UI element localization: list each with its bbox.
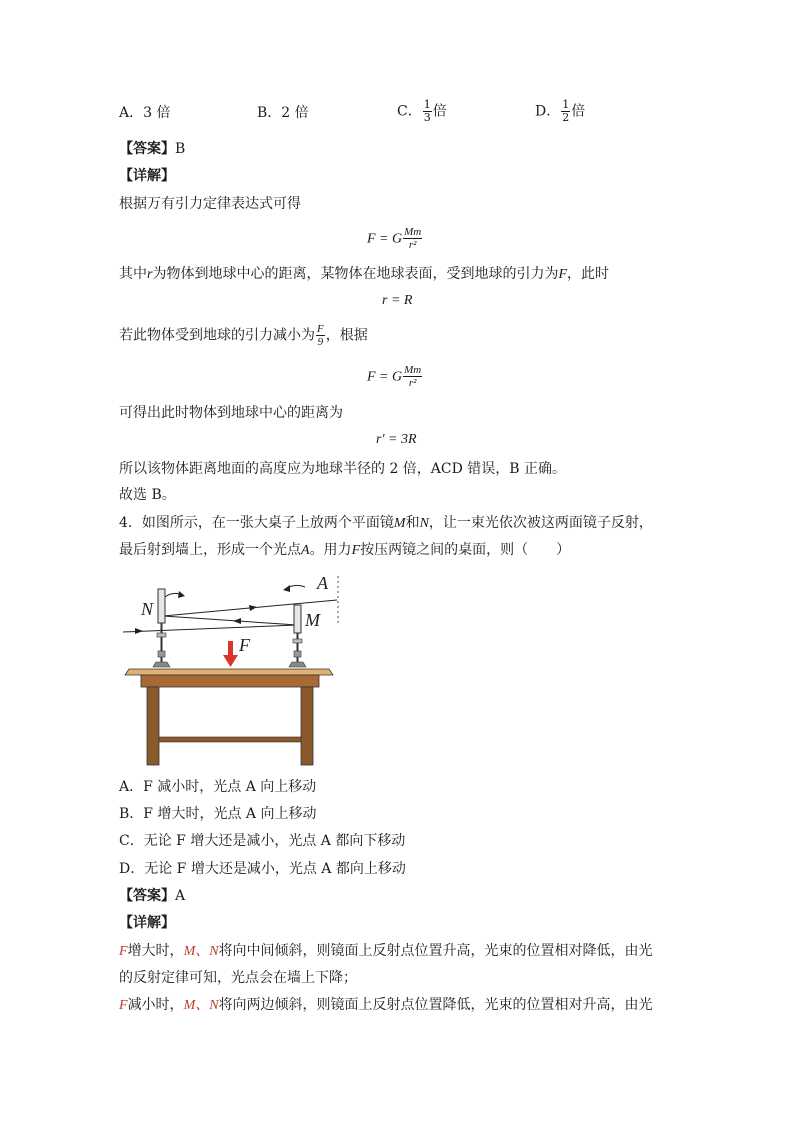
option-c-suffix: 倍 <box>432 103 447 120</box>
option-b: B．2 倍 <box>257 105 309 121</box>
q4-stem1-var-N: N <box>419 516 429 531</box>
q4-d3-var-F: F <box>119 998 128 1013</box>
option-a: A．3 倍 <box>119 105 171 121</box>
option-d-fraction <box>561 99 570 124</box>
mirror-table-figure <box>119 571 339 771</box>
q4-option-a: A．F 减小时，光点 A 向上移动 <box>119 779 317 795</box>
line3-text-a: 若此物体受到地球的引力减小为 <box>119 327 315 344</box>
q4-stem2-var-F: F <box>351 543 361 558</box>
label-M: M <box>305 610 320 630</box>
q4-stem1-var-M: M <box>393 516 406 531</box>
q4-stem2-text-b: 。用力 <box>309 542 352 558</box>
q4-stem-line1 <box>119 513 653 534</box>
q4-d3-text-a: 减小时， <box>127 997 184 1013</box>
option-d-prefix: D． <box>535 103 561 120</box>
q4-d1-text-b: 将向中间倾斜，则镜面上反射点位置升高，光束的位置相对降低，由光 <box>218 943 653 959</box>
q4-detail-line3 <box>119 995 653 1016</box>
line2-text-a: 其中 <box>119 266 147 282</box>
q4-answer-value: A <box>175 888 186 904</box>
q4-d1-var-MN: M、N <box>183 944 219 959</box>
option-c-prefix: C． <box>397 103 422 120</box>
answer-label: 【答案】 <box>119 141 175 157</box>
option-c <box>397 99 447 124</box>
option-d <box>535 99 585 124</box>
option-c-fraction <box>423 99 432 124</box>
line2-var-r: r <box>147 267 153 282</box>
q3-detail-label: 【详解】 <box>119 168 175 184</box>
q3-detail-line1: 根据万有引力定律表达式可得 <box>119 196 301 212</box>
force-arrow <box>223 641 238 667</box>
formula-3-lhs: F = G <box>367 369 403 385</box>
q4-option-c: C．无论 F 增大还是减小，光点 A 都向下移动 <box>119 833 406 849</box>
label-A: A <box>317 573 328 593</box>
formula-1-lhs: F = G <box>367 231 403 247</box>
option-c-numerator: 1 <box>423 98 431 111</box>
q4-d1-var-F: F <box>119 944 128 959</box>
q4-d3-text-b: 将向两边倾斜，则镜面上反射点位置降低，光束的位置相对升高，由光 <box>218 997 653 1013</box>
q3-detail-line3 <box>119 323 368 348</box>
q3-detail-line5: 所以该物体距离地面的高度应为地球半径的 2 倍，ACD 错误，B 正确。 <box>119 461 567 477</box>
label-F: F <box>239 635 250 655</box>
option-c-denominator: 3 <box>423 111 431 124</box>
q4-detail-label: 【详解】 <box>119 915 175 931</box>
wall-scale <box>337 573 339 625</box>
formula-gravity-1 <box>367 226 423 251</box>
formula-1-fraction <box>403 226 422 251</box>
q4-option-b: B．F 增大时，光点 A 向上移动 <box>119 806 317 822</box>
label-N: N <box>141 599 154 619</box>
formula-r-equals-R: r = R <box>382 293 413 308</box>
mirror-M <box>289 605 306 667</box>
q4-stem-line2 <box>119 540 570 561</box>
q4-stem1-text-a: 4．如图所示，在一张大桌子上放两个平面镜 <box>119 515 394 531</box>
q3-detail-line6: 故选 B。 <box>119 487 176 503</box>
table <box>125 669 333 765</box>
option-d-suffix: 倍 <box>571 103 586 120</box>
option-d-numerator: 1 <box>562 98 570 111</box>
q4-stem2-text-c: 按压两镜之间的桌面，则（ ） <box>360 542 571 558</box>
line2-text-b: 为物体到地球中心的距离，某物体在地球表面，受到地球的引力为 <box>152 266 559 282</box>
answer-value: B <box>175 141 186 157</box>
q4-stem2-text-a: 最后射到墙上，形成一个光点 <box>119 542 301 558</box>
q4-detail-line1 <box>119 941 653 962</box>
line2-var-F: F <box>558 267 568 282</box>
line3-numerator: F <box>317 323 324 335</box>
mirror-N <box>153 589 170 667</box>
q3-detail-line2 <box>119 264 609 285</box>
option-d-denominator: 2 <box>562 111 570 124</box>
line3-text-b: ，根据 <box>325 327 368 344</box>
formula-3-fraction <box>403 364 422 389</box>
q4-answer <box>119 886 185 906</box>
formula-r-equals-3R: r′ = 3R <box>376 432 417 447</box>
q4-stem1-text-c: ，让一束光依次被这两面镜子反射， <box>428 515 653 531</box>
q4-d1-text-a: 增大时， <box>127 943 184 959</box>
formula-1-denominator: r² <box>408 239 417 251</box>
formula-1-numerator: Mm <box>404 226 422 238</box>
formula-3-numerator: Mm <box>404 364 422 376</box>
q4-stem1-text-b: 和 <box>405 515 420 531</box>
q3-answer <box>119 139 185 159</box>
formula-3-denominator: r² <box>408 377 417 389</box>
line3-fraction <box>316 323 325 348</box>
q4-option-d: D．无论 F 增大还是减小，光点 A 都向上移动 <box>119 861 406 877</box>
q4-stem2-var-A: A <box>301 543 310 558</box>
q4-detail-line2: 的反射定律可知，光点会在墙上下降； <box>119 970 357 986</box>
formula-gravity-2 <box>367 364 423 389</box>
line2-text-c: ，此时 <box>567 266 610 282</box>
q4-d3-var-MN: M、N <box>183 998 219 1013</box>
q4-answer-label: 【答案】 <box>119 888 175 904</box>
line3-denominator: 9 <box>317 336 324 348</box>
q3-detail-line4: 可得出此时物体到地球中心的距离为 <box>119 405 343 421</box>
